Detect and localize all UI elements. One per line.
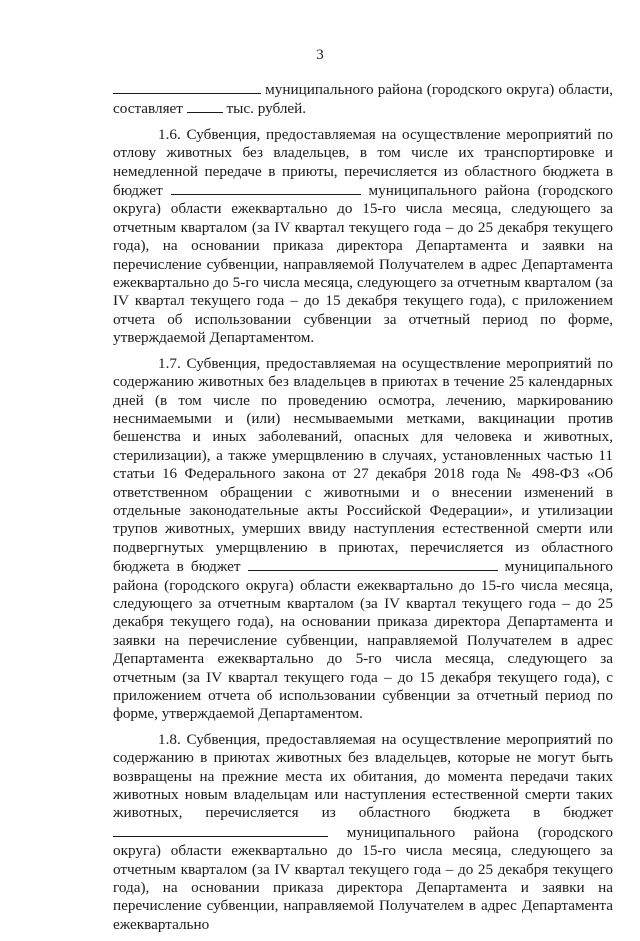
fill-in-blank <box>248 557 498 571</box>
paragraph-text: муниципального района (городского округа) области ежеквартально до 15-го числа месяца, следующего за отчетным кварталом (за IV квартал текущего года – до 25 декабря текущего года), на основании приказа директора Департамента и заявки на перечисление субвенции, направляемой Получателем в адрес Департамента ежеквартально <box>113 823 613 933</box>
paragraph-text: муниципального района (городского округа) области, составляет <box>113 81 613 118</box>
document-body <box>113 80 613 941</box>
page-number: 3 <box>316 47 324 63</box>
paragraph-p-1-8 <box>113 731 613 934</box>
paragraph-p-1-7 <box>113 355 613 724</box>
paragraph-text: муниципального района (городского округа) области ежеквартально до 15-го числа месяца, следующего за отчетным кварталом (за IV квартал текущего года – до 25 декабря текущего года), на основании приказа директора Департамента и заявки на перечисление субвенции, направляемой Получателем в адрес Департамента ежеквартально до 5-го числа месяца, следующего за отчетным кварталом (за IV квартал текущего года – до 15 декабря текущего года), с приложением отчета об использовании субвенции за отчетный период по форме, утверждаемой Департаментом. <box>113 182 613 347</box>
paragraph-text: 1.8. Субвенция, предоставляемая на осуществление мероприятий по содержанию в приютах животных без владельцев, которые не могут быть возвращены на прежние места их обитания, до момента передачи таких животных новым владельцам или наступления естественной смерти таких животных, перечисляется из областного бюджета в бюджет <box>113 730 613 822</box>
paragraph-text: 1.7. Субвенция, предоставляемая на осуществление мероприятий по содержанию животных без владельцев в приютах в течение 25 календарных дней (в том числе по проведению осмотра, лечению, маркированию неснимаемыми и (или) несмываемыми метками, вакцинации против бешенства и иных заболеваний, опасных для человека и животных, стерилизации), а также умерщвлению в случаях, установленных частью 11 статьи 16 Федерального закона от 27 декабря 2018 года № 498-ФЗ «Об ответственном обращении с животными и о внесении изменений в отдельные законодательные акты Российской Федерации», и утилизации трупов животных, умерших ввиду наступления естественной смерти или подвергнутых умерщвлению в приютах, перечисляется из областного бюджета в бюджет <box>113 354 613 576</box>
paragraph-text: 1.6. Субвенция, предоставляемая на осуществление мероприятий по отлову животных без владельцев, в том числе их транспортировке и немедленной передаче в приюты, перечисляется из областного бюджета в бюджет <box>113 125 613 200</box>
fill-in-blank <box>171 181 361 195</box>
paragraph-p-intro <box>113 80 613 119</box>
paragraph-text: муниципального района (городского округа) области ежеквартально до 15-го числа месяца, следующего за отчетным кварталом (за IV квартал текущего года – до 25 декабря текущего года), на основании приказа директора Департамента и заявки на перечисление субвенции, направляемой Получателем в адрес Департамента ежеквартально до 5-го числа месяца, следующего за отчетным (за IV квартал текущего года – до 15 декабря текущего года), с приложением отчета об использовании субвенции за отчетный период по форме, утверждаемой Департаментом. <box>113 558 614 723</box>
paragraph-p-1-6 <box>113 126 613 348</box>
fill-in-blank <box>187 99 223 113</box>
fill-in-blank <box>113 80 261 94</box>
paragraph-text: тыс. рублей. <box>222 100 307 118</box>
fill-in-blank <box>113 823 328 837</box>
